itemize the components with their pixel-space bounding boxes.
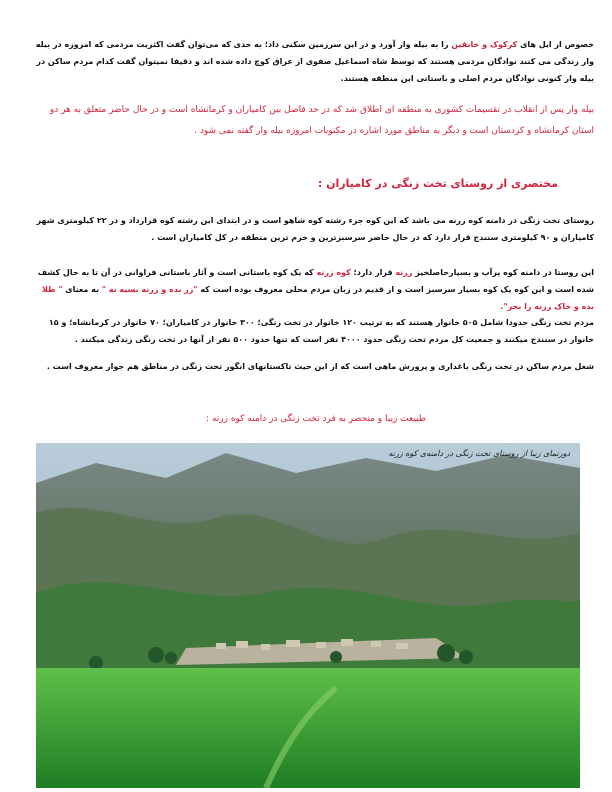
zarneh-text-g: به معنای bbox=[62, 285, 102, 294]
zarneh-text-c: قرار دارد؛ bbox=[350, 268, 396, 277]
paragraph-bilevar: بیله وار پس از انقلاب در تقسیمات کشوری به منطقه ای اطلاق شد که در حد فاصل بین کامیاران و کرمانشاه است و در حال حاضر متعلق به هر دو استان کرمانشاه و کردستان است و دیگر به مناطق مورد اشاره در مکتوبات امروزه بیله وار گفته نمی شود . bbox=[49, 105, 594, 136]
landscape-illustration bbox=[36, 443, 580, 788]
paragraph-origins-text-rest: را به بیله وار آورد و در این سرزمین سکنی داد؛ به حدی که می‌توان گفت اکثریت مردمی که امروزه در بیله وار زندگی می کنند نوادگان مردمی هستند که توسط شاه اسماعیل صفوی از عراق کوچ داده شده اند و دقیقا نمیتوان گفت کدام مردم ساکن در بیله وار کنونی نوادگان مردم اصلی و باستانی این منطقه هستند. bbox=[35, 40, 594, 83]
paragraph-origins-text: خصوص از ایل های bbox=[517, 40, 594, 49]
landscape-photo bbox=[36, 443, 580, 788]
paragraph-location: روستای تخت زنگی در دامنه کوه زرنه می باشد که این کوه جزء رشته کوه شاهو است و در ابتدای این رشته کوه قرارداد و در ۲۲ کیلومتری شهر کامیاران و ۹۰ کیلومتری سنندج قرار دارد که در حال حاضر سرسبزترین و خرم ترین منطقه در کل کامیاران است . bbox=[36, 216, 594, 242]
zarneh-highlight-d: کوه زرنه bbox=[316, 268, 351, 277]
zarneh-proverb-meaning: " طلا بده و خاک زرنه را بخر". bbox=[41, 285, 594, 311]
paragraph-occupation: شغل مردم ساکن در تخت زنگی باغداری و پرورش ماهی است که از این حیث تاکستانهای انگور تخت زنگی در مناطق هم جوار معروف است . bbox=[46, 362, 594, 371]
paragraph-population: مردم تخت زنگی حدودا شامل ۵۰۵ خانوار هستند که به ترتیب ۱۲۰ خانوار در تخت زنگی؛ ۳۰۰ خانوار در کامیاران؛ ۷۰ خانوار در کرمانشاه؛ و ۱۵ خانوار در سنندج میکنند و جمعیت کل مردم تخت زنگی حدود ۴۰۰۰ نفر است که تنها حدود ۵۰۰ نفر از آنها در تخت زنگی زندگی میکنند . bbox=[48, 318, 594, 344]
zarneh-proverb: "زر بده و زرنه بسیه نه " bbox=[101, 285, 198, 294]
paragraph-zarneh bbox=[34, 264, 594, 315]
highlight-kirkuk: کرکوک و خانقین bbox=[451, 40, 518, 49]
photo-caption: طبیعت زیبا و منحصر به فرد تخت زنگی در دامنه کوه زرنه : bbox=[206, 414, 426, 424]
zarneh-text-e: که یک کوه باستانی است و آثار باستانی فراوانی در آن تا به حال کشف شده است و این کوه یک کوه بسیار سرسبز است و از قدیم در زبان مردم محلی معروف بوده است که bbox=[37, 268, 594, 294]
zarneh-text-a: این روستا در دامنه کوه پرآب و بسیارحاصلخیز bbox=[412, 268, 594, 277]
zarneh-highlight-b: زرنه bbox=[395, 268, 413, 277]
meadow bbox=[36, 668, 580, 788]
photo-overlay-caption: دورنمای زیبا از روستای تخت زنگی در دامنه‌ی کوه زرنه bbox=[388, 449, 570, 458]
paragraph-origins bbox=[34, 36, 594, 87]
section-heading: مختصری از روستای تخت زنگی در کامیاران : bbox=[317, 177, 558, 190]
